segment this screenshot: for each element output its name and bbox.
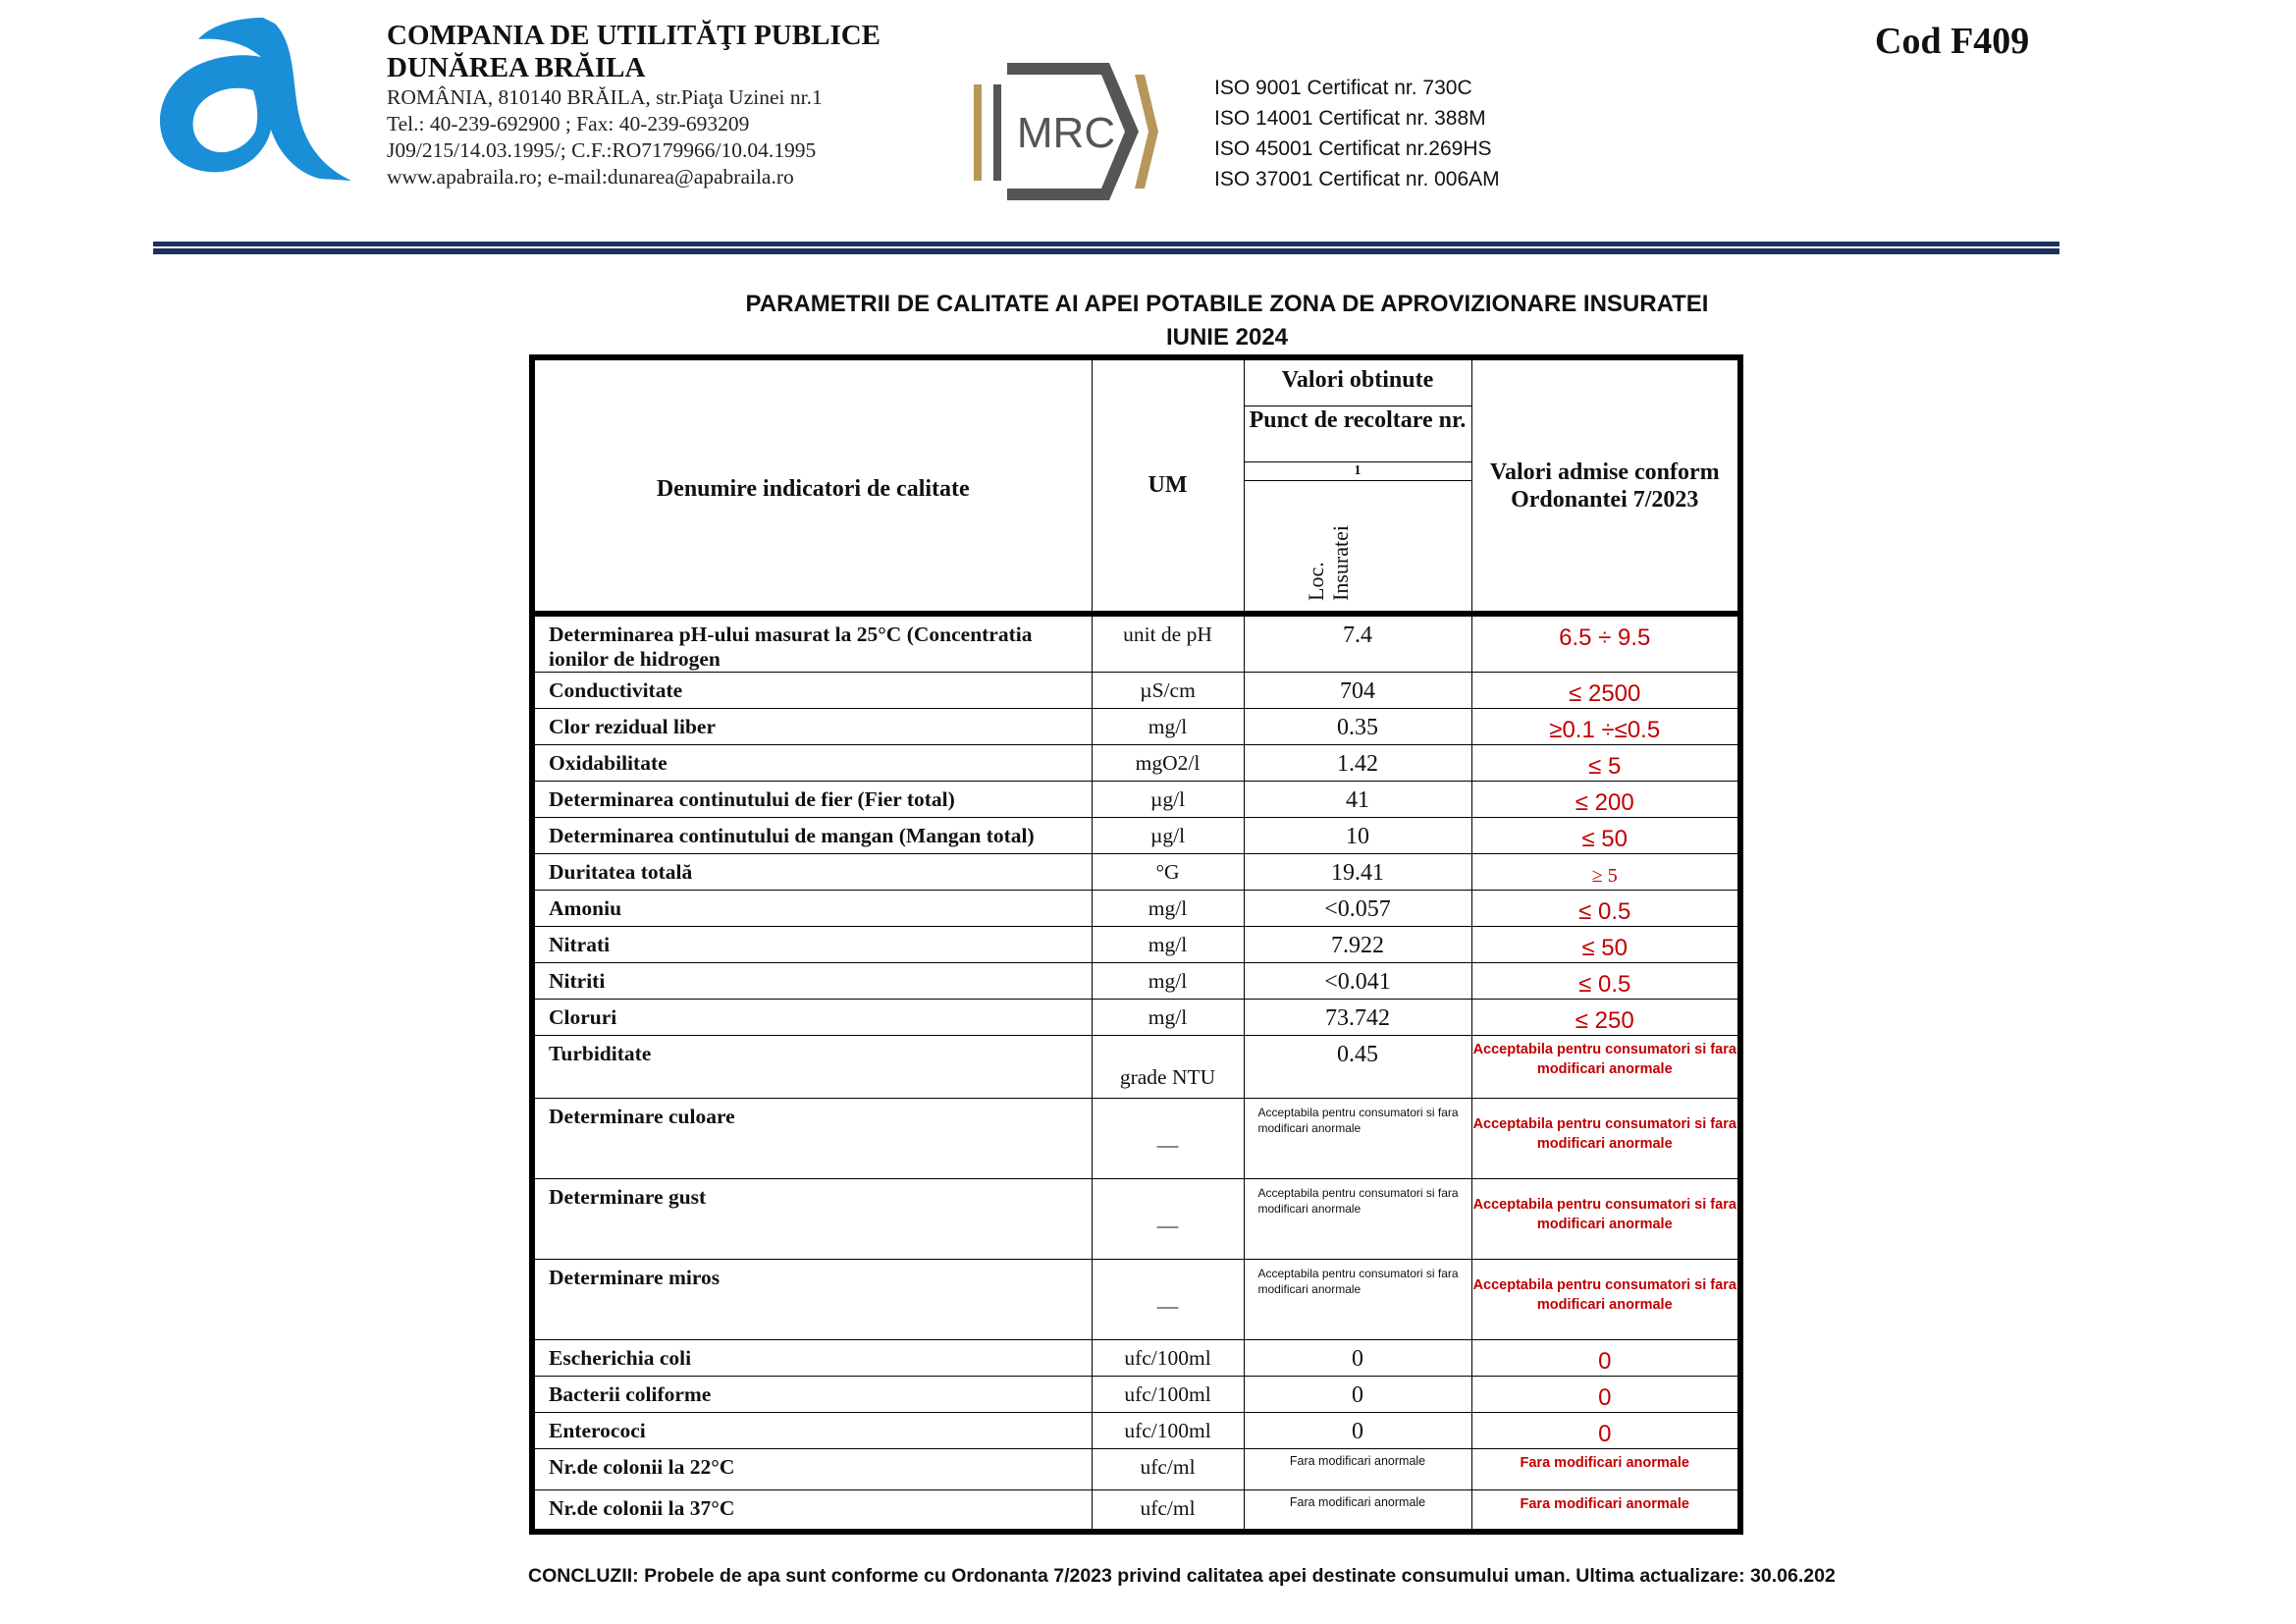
table-row [532, 1449, 1740, 1490]
table-row [532, 782, 1740, 818]
svg-text:MRC: MRC [1016, 109, 1116, 157]
indicator-name: Bacterii coliforme [532, 1377, 1092, 1413]
indicator-value: 41 [1244, 782, 1471, 818]
table-row [532, 614, 1740, 673]
iso-cert: ISO 9001 Certificat nr. 730C [1214, 77, 1472, 99]
indicator-value: 0 [1244, 1377, 1471, 1413]
indicator-name: Determinare miros [532, 1260, 1092, 1340]
indicator-admitted: Acceptabila pentru consumatori si fara modificari anormale [1471, 1036, 1740, 1099]
header-um: UM [1092, 357, 1244, 614]
indicator-um: grade NTU [1092, 1036, 1244, 1099]
indicator-admitted: 0 [1471, 1413, 1740, 1449]
table-row [532, 854, 1740, 891]
indicator-admitted: ≤ 5 [1471, 745, 1740, 782]
table-row [532, 1000, 1740, 1036]
indicator-value: 0 [1244, 1413, 1471, 1449]
indicator-name: Conductivitate [532, 673, 1092, 709]
indicator-value: 10 [1244, 818, 1471, 854]
indicator-name: Nr.de colonii la 37°C [532, 1490, 1092, 1532]
indicator-name: Duritatea totală [532, 854, 1092, 891]
indicator-name: Clor rezidual liber [532, 709, 1092, 745]
indicator-name: Amoniu [532, 891, 1092, 927]
indicator-um: ufc/100ml [1092, 1377, 1244, 1413]
indicator-um: mg/l [1092, 927, 1244, 963]
table-row [532, 1413, 1740, 1449]
indicator-admitted: Acceptabila pentru consumatori si fara modificari anormale [1471, 1260, 1740, 1340]
indicator-admitted: Acceptabila pentru consumatori si fara modificari anormale [1471, 1179, 1740, 1260]
indicator-name: Nr.de colonii la 22°C [532, 1449, 1092, 1490]
indicator-name: Determinarea continutului de mangan (Mangan total) [532, 818, 1092, 854]
indicator-um: mg/l [1092, 1000, 1244, 1036]
table-row [532, 709, 1740, 745]
indicator-name: Nitrati [532, 927, 1092, 963]
table-row [532, 1490, 1740, 1532]
indicator-admitted: 6.5 ÷ 9.5 [1471, 614, 1740, 673]
indicator-admitted: 0 [1471, 1377, 1740, 1413]
indicator-admitted: ≤ 50 [1471, 927, 1740, 963]
header-divider [153, 242, 2059, 246]
indicator-um: ufc/100ml [1092, 1340, 1244, 1377]
indicator-um: — [1092, 1260, 1244, 1340]
indicator-value: 0.35 [1244, 709, 1471, 745]
indicator-value: Acceptabila pentru consumatori si fara modificari anormale [1244, 1179, 1471, 1260]
indicator-admitted: ≤ 0.5 [1471, 963, 1740, 1000]
company-phone: Tel.: 40-239-692900 ; Fax: 40-239-693209 [387, 112, 750, 135]
indicator-value: 7.922 [1244, 927, 1471, 963]
company-web: www.apabraila.ro; e-mail:dunarea@apabraila.ro [387, 165, 794, 189]
indicator-admitted: ≤ 0.5 [1471, 891, 1740, 927]
indicator-um: ufc/100ml [1092, 1413, 1244, 1449]
indicator-value: Fara modificari anormale [1244, 1490, 1471, 1532]
company-name: COMPANIA DE UTILITĂŢI PUBLICE [387, 20, 881, 51]
table-row [532, 1036, 1740, 1099]
table-row [532, 1099, 1740, 1179]
indicator-value: 1.42 [1244, 745, 1471, 782]
indicator-value: 0 [1244, 1340, 1471, 1377]
indicator-um: unit de pH [1092, 614, 1244, 673]
indicator-admitted: ≤ 250 [1471, 1000, 1740, 1036]
indicator-value: 0.45 [1244, 1036, 1471, 1099]
indicator-admitted: 0 [1471, 1340, 1740, 1377]
indicator-admitted: Fara modificari anormale [1471, 1490, 1740, 1532]
indicator-value: 19.41 [1244, 854, 1471, 891]
indicator-value: <0.057 [1244, 891, 1471, 927]
header-point-number: 1 [1244, 462, 1471, 481]
indicator-um: µg/l [1092, 818, 1244, 854]
table-row [532, 927, 1740, 963]
indicator-um: mg/l [1092, 709, 1244, 745]
indicator-name: Determinarea pH-ului masurat la 25°C (Concentratia ionilor de hidrogen [532, 614, 1092, 673]
indicator-value: 704 [1244, 673, 1471, 709]
indicator-um: °G [1092, 854, 1244, 891]
indicator-value: Acceptabila pentru consumatori si fara modificari anormale [1244, 1099, 1471, 1179]
indicator-admitted: ≥ 5 [1471, 854, 1740, 891]
indicator-um: µg/l [1092, 782, 1244, 818]
period: IUNIE 2024 [1165, 324, 1289, 351]
company-registry: J09/215/14.03.1995/; C.F.:RO7179966/10.04.1995 [387, 138, 817, 162]
table-row [532, 1340, 1740, 1377]
indicator-um: mg/l [1092, 963, 1244, 1000]
indicator-name: Oxidabilitate [532, 745, 1092, 782]
company-name-city: DUNĂREA BRĂILA [387, 52, 646, 83]
indicator-name: Determinare gust [532, 1179, 1092, 1260]
table-row [532, 1179, 1740, 1260]
indicator-admitted: Fara modificari anormale [1471, 1449, 1740, 1490]
indicator-um: ufc/ml [1092, 1449, 1244, 1490]
header-divider [153, 248, 2059, 254]
table-row [532, 745, 1740, 782]
header-location: Loc. Insuratei [1244, 481, 1471, 615]
indicator-name: Nitriti [532, 963, 1092, 1000]
indicator-name: Determinarea continutului de fier (Fier total) [532, 782, 1092, 818]
indicator-admitted: ≥0.1 ÷≤0.5 [1471, 709, 1740, 745]
indicator-value: Fara modificari anormale [1244, 1449, 1471, 1490]
indicator-admitted: ≤ 2500 [1471, 673, 1740, 709]
indicator-um: mg/l [1092, 891, 1244, 927]
header-values-obtained: Valori obtinute [1244, 357, 1471, 406]
indicator-value: 73.742 [1244, 1000, 1471, 1036]
indicator-um: ufc/ml [1092, 1490, 1244, 1532]
header-indicator-name: Denumire indicatori de calitate [532, 357, 1092, 614]
indicator-name: Turbiditate [532, 1036, 1092, 1099]
water-quality-table [529, 354, 1743, 1535]
table-row [532, 1377, 1740, 1413]
table-row [532, 673, 1740, 709]
indicator-name: Cloruri [532, 1000, 1092, 1036]
iso-certifications [1214, 73, 1500, 194]
table-row [532, 891, 1740, 927]
company-logo [147, 14, 353, 181]
indicator-um: mgO2/l [1092, 745, 1244, 782]
indicator-admitted: ≤ 50 [1471, 818, 1740, 854]
document-title [530, 288, 1924, 354]
table-row [532, 1260, 1740, 1340]
iso-cert: ISO 45001 Certificat nr.269HS [1214, 137, 1492, 160]
iso-cert: ISO 37001 Certificat nr. 006AM [1214, 168, 1500, 190]
header-admitted-values: Valori admise conform Ordonantei 7/2023 [1471, 357, 1740, 614]
indicator-um: — [1092, 1179, 1244, 1260]
indicator-name: Determinare culoare [532, 1099, 1092, 1179]
header-sampling-point: Punct de recoltare nr. [1244, 406, 1471, 462]
mrc-logo [972, 61, 1160, 203]
indicator-um: — [1092, 1099, 1244, 1179]
company-address: ROMÂNIA, 810140 BRĂILA, str.Piaţa Uzinei nr.1 [387, 85, 823, 109]
indicator-um: µS/cm [1092, 673, 1244, 709]
indicator-admitted: ≤ 200 [1471, 782, 1740, 818]
form-code: Cod F409 [1875, 21, 2030, 62]
title: PARAMETRII DE CALITATE AI APEI POTABILE ZONA DE APROVIZIONARE INSURATEI [745, 291, 1709, 317]
indicator-value: <0.041 [1244, 963, 1471, 1000]
table-row [532, 818, 1740, 854]
indicator-name: Enterococi [532, 1413, 1092, 1449]
iso-cert: ISO 14001 Certificat nr. 388M [1214, 107, 1486, 130]
indicator-value: Acceptabila pentru consumatori si fara modificari anormale [1244, 1260, 1471, 1340]
indicator-name: Escherichia coli [532, 1340, 1092, 1377]
table-row [532, 963, 1740, 1000]
company-info [387, 20, 881, 190]
indicator-admitted: Acceptabila pentru consumatori si fara modificari anormale [1471, 1099, 1740, 1179]
conclusion-text: CONCLUZII: Probele de apa sunt conforme cu Ordonanta 7/2023 privind calitatea apei destinate consumului uman. Ultima actualizare: 30.06.202 [528, 1565, 1836, 1587]
indicator-value: 7.4 [1244, 614, 1471, 673]
